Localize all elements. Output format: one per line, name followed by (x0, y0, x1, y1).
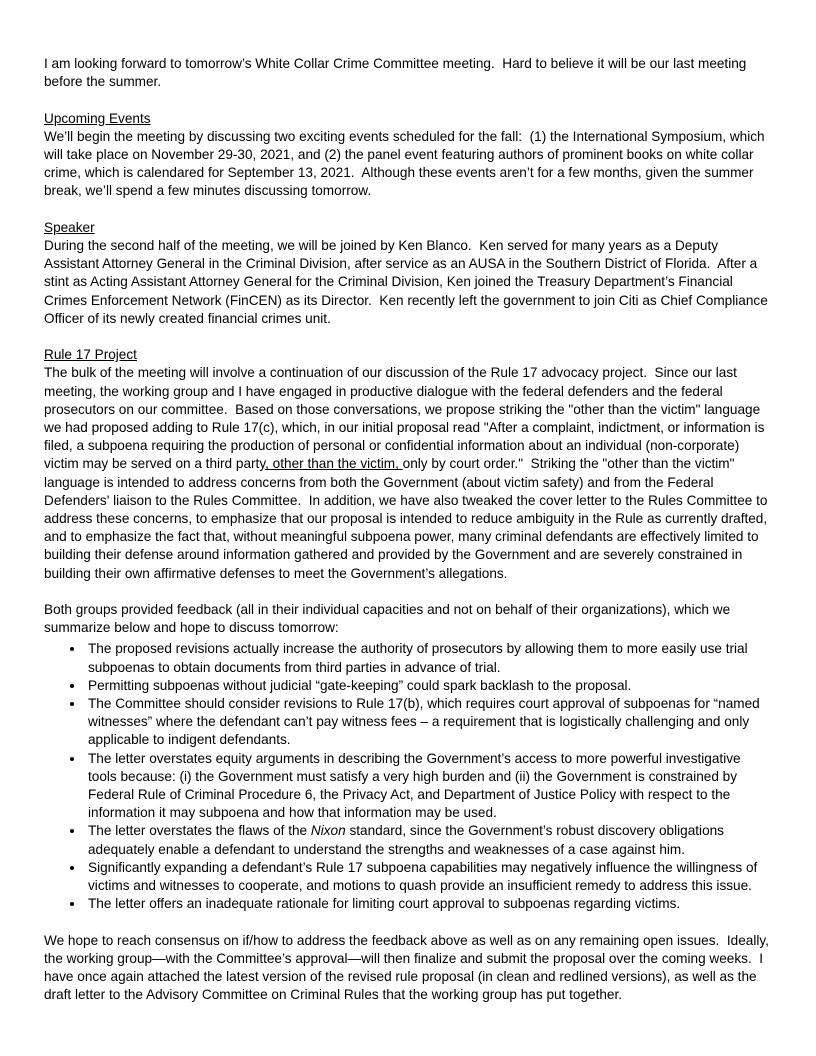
text-run: The letter offers an inadequate rationale for limiting court approval to subpoenas regarding victims. (88, 896, 681, 912)
text-run: The proposed revisions actually increase the authority of prosecutors by allowing them to more easily use trial subpoenas to obtain documents from third parties in advance of trial. (88, 641, 752, 675)
paragraph (44, 601, 772, 637)
paragraph (44, 55, 772, 91)
bullet-item (85, 895, 772, 913)
bullet-item (85, 695, 772, 750)
bullet-item (85, 859, 772, 895)
bullet-item (85, 640, 772, 676)
paragraph (44, 364, 772, 582)
text-run: The letter overstates the flaws of the (88, 823, 311, 839)
italic-text: Nixon (310, 823, 346, 839)
text-run: standard, since the Government’s robust discovery obligations adequately enable a defendant to understand the strengths and weaknesses of a case against him. (88, 823, 728, 857)
text-run: During the second half of the meeting, we will be joined by Ken Blanco. Ken served for many years as a Deputy Assistant Attorney General in the Criminal Division, after service as an AUSA in the Southern District of Florida. After a stint as Acting Assistant Attorney General for the Criminal Division, Ken joined the Treasury Department’s Financial Crimes Enforcement Network (FinCEN) as its Director. Ken recently left the government to join Citi as Chief Compliance Officer of its newly created financial crimes unit. (44, 238, 772, 326)
bullet-item (85, 750, 772, 823)
text-run: I am looking forward to tomorrow’s White Collar Crime Committee meeting. Hard to believe it will be our last meeting before the summer. (44, 56, 751, 90)
text-run: only by court order." Striking the "other than the victim" language is intended to address concerns from both the Government (about victim safety) and from the Federal Defenders' liaison to the Rules Committee. In addition, we have also tweaked the cover letter to the Rules Committee to address these concerns, to emphasize that our proposal is intended to reduce ambiguity in the Rule as currently drafted, and to emphasize the fact that, without meaningful subpoena power, many criminal defendants are effectively limited to building their defense around information gathered and provided by the Government and are severely constrained in building their own affirmative defenses to meet the Government’s allegations. (44, 456, 772, 581)
text-run: Both groups provided feedback (all in their individual capacities and not on behalf of their organizations), which we summarize below and hope to discuss tomorrow: (44, 602, 734, 636)
section-heading: Upcoming Events (44, 110, 151, 126)
paragraph (44, 128, 772, 201)
text-run: We hope to reach consensus on if/how to address the feedback above as well as on any remaining open issues. Ideally, the working group—with the Committee’s approval—will then finalize and submit the proposal over the coming weeks. I have once again attached the latest version of the revised rule proposal (in clean and redlined versions), as well as the draft letter to the Advisory Committee on Criminal Rules that the working group has put together. (44, 932, 773, 1003)
paragraph (44, 237, 772, 328)
bullet-item (85, 822, 772, 858)
underlined-text: , other than the victim, (265, 456, 403, 472)
document-content (44, 55, 772, 1004)
paragraph (44, 932, 772, 1005)
bullet-item (85, 677, 772, 695)
text-run: We’ll begin the meeting by discussing two exciting events scheduled for the fall: (1) the International Symposium, which will take place on November 29-30, 2021, and (2) the panel event featuring authors of prominent books on white collar crime, which is calendared for September 13, 2021. Although these events aren’t for a few months, given the summer break, we’ll spend a few minutes discussing tomorrow. (44, 128, 769, 199)
text-run: The Committee should consider revisions to Rule 17(b), which requires court approval of subpoenas for “named witnesses” where the defendant can’t pay witness fees – a requirement that is logistically challenging and only applicable to indigent defendants. (88, 696, 764, 748)
text-run: Permitting subpoenas without judicial “gate-keeping” could spark backlash to the proposal. (88, 677, 632, 693)
section-heading: Speaker (44, 219, 95, 235)
text-run: The bulk of the meeting will involve a continuation of our discussion of the Rule 17 advocacy project. Since our last meeting, the working group and I have engaged in productive dialogue with the federal defenders and the federal prosecutors on our committee. Based on those conversations, we propose striking the "other than the victim" language we had proposed adding to Rule 17(c), which, in our initial proposal read "After a complaint, indictment, or information is filed, a subpoena requiring the production of personal or confidential information about an individual (non-corporate) victim may be served on a third party (44, 365, 769, 472)
text-run: The letter overstates equity arguments in describing the Government’s access to more powerful investigative tools because: (i) the Government must satisfy a very high burden and (ii) the Government is constrained by Federal Rule of Criminal Procedure 6, the Privacy Act, and Department of Justice Policy with respect to the information it may subpoena and how that information may be used. (88, 750, 745, 821)
bullet-list (44, 640, 772, 913)
section-heading: Rule 17 Project (44, 347, 137, 363)
text-run: Significantly expanding a defendant’s Rule 17 subpoena capabilities may negatively influence the willingness of victims and witnesses to cooperate, and motions to quash provide an insufficient remedy to address this issue. (88, 859, 762, 894)
